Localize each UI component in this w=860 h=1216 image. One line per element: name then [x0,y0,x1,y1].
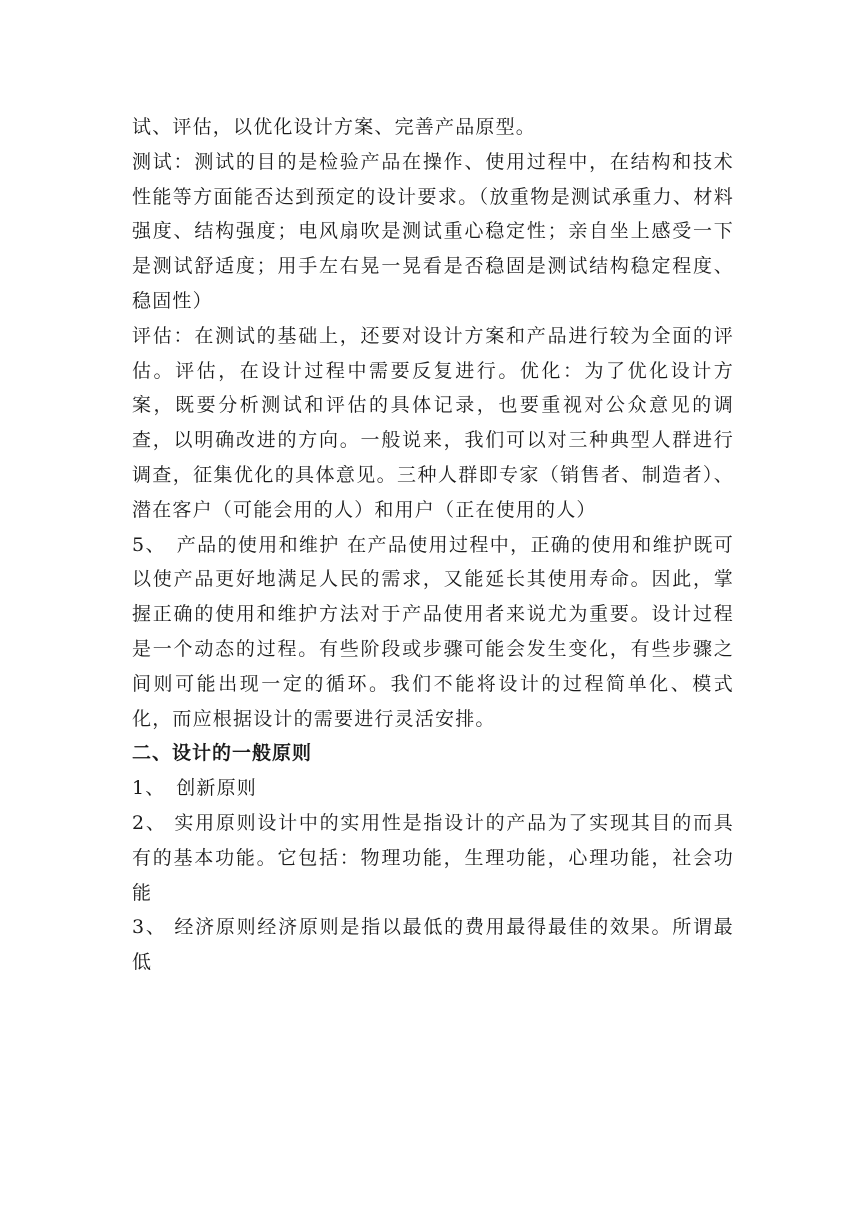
principle-economic: 3、 经济原则经济原则是指以最低的费用最得最佳的效果。所谓最低 [132,916,734,974]
paragraph-intro: 试、评估，以优化设计方案、完善产品原型。 [132,116,537,138]
principle-practical: 2、 实用原则设计中的实用性是指设计的产品为了实现其目的而具有的基本功能。它包括：物理功能，生理功能，心理功能，社会功能 [132,811,734,904]
paragraph-testing: 测试：测试的目的是检验产品在操作、使用过程中，在结构和技术性能等方面能否达到预定的设计要求。（放重物是测试承重力、材料强度、结构强度；电风扇吹是测试重心稳定性；亲自坐上感受一下是测试舒适度；用手左右晃一晃看是否稳固是测试结构稳定程度、稳固性） [132,150,734,312]
section-heading: 二、设计的一般原则 [132,742,313,765]
principle-innovation: 1、 创新原则 [132,777,257,800]
paragraph-evaluation: 评估：在测试的基础上，还要对设计方案和产品进行较为全面的评估。评估，在设计过程中需要反复进行。优化：为了优化设计方案，既要分析测试和评估的具体记录，也要重视对公众意见的调查，以明确改进的方向。一般说来，我们可以对三种典型人群进行调查，征集优化的具体意见。三种人群即专家（销售者、制造者）、潜在客户（可能会用的人）和用户（正在使用的人） [132,324,734,521]
paragraph-usage-maintenance: 5、 产品的使用和维护 在产品使用过程中，正确的使用和维护既可以使产品更好地满足人民的需求，又能延长其使用寿命。因此，掌握正确的使用和维护方法对于产品使用者来说尤为重要。设计过程是一个动态的过程。有些阶段或步骤可能会发生变化，有些步骤之间则可能出现一定的循环。我们不能将设计的过程简单化、模式化，而应根据设计的需要进行灵活安排。 [132,533,734,730]
